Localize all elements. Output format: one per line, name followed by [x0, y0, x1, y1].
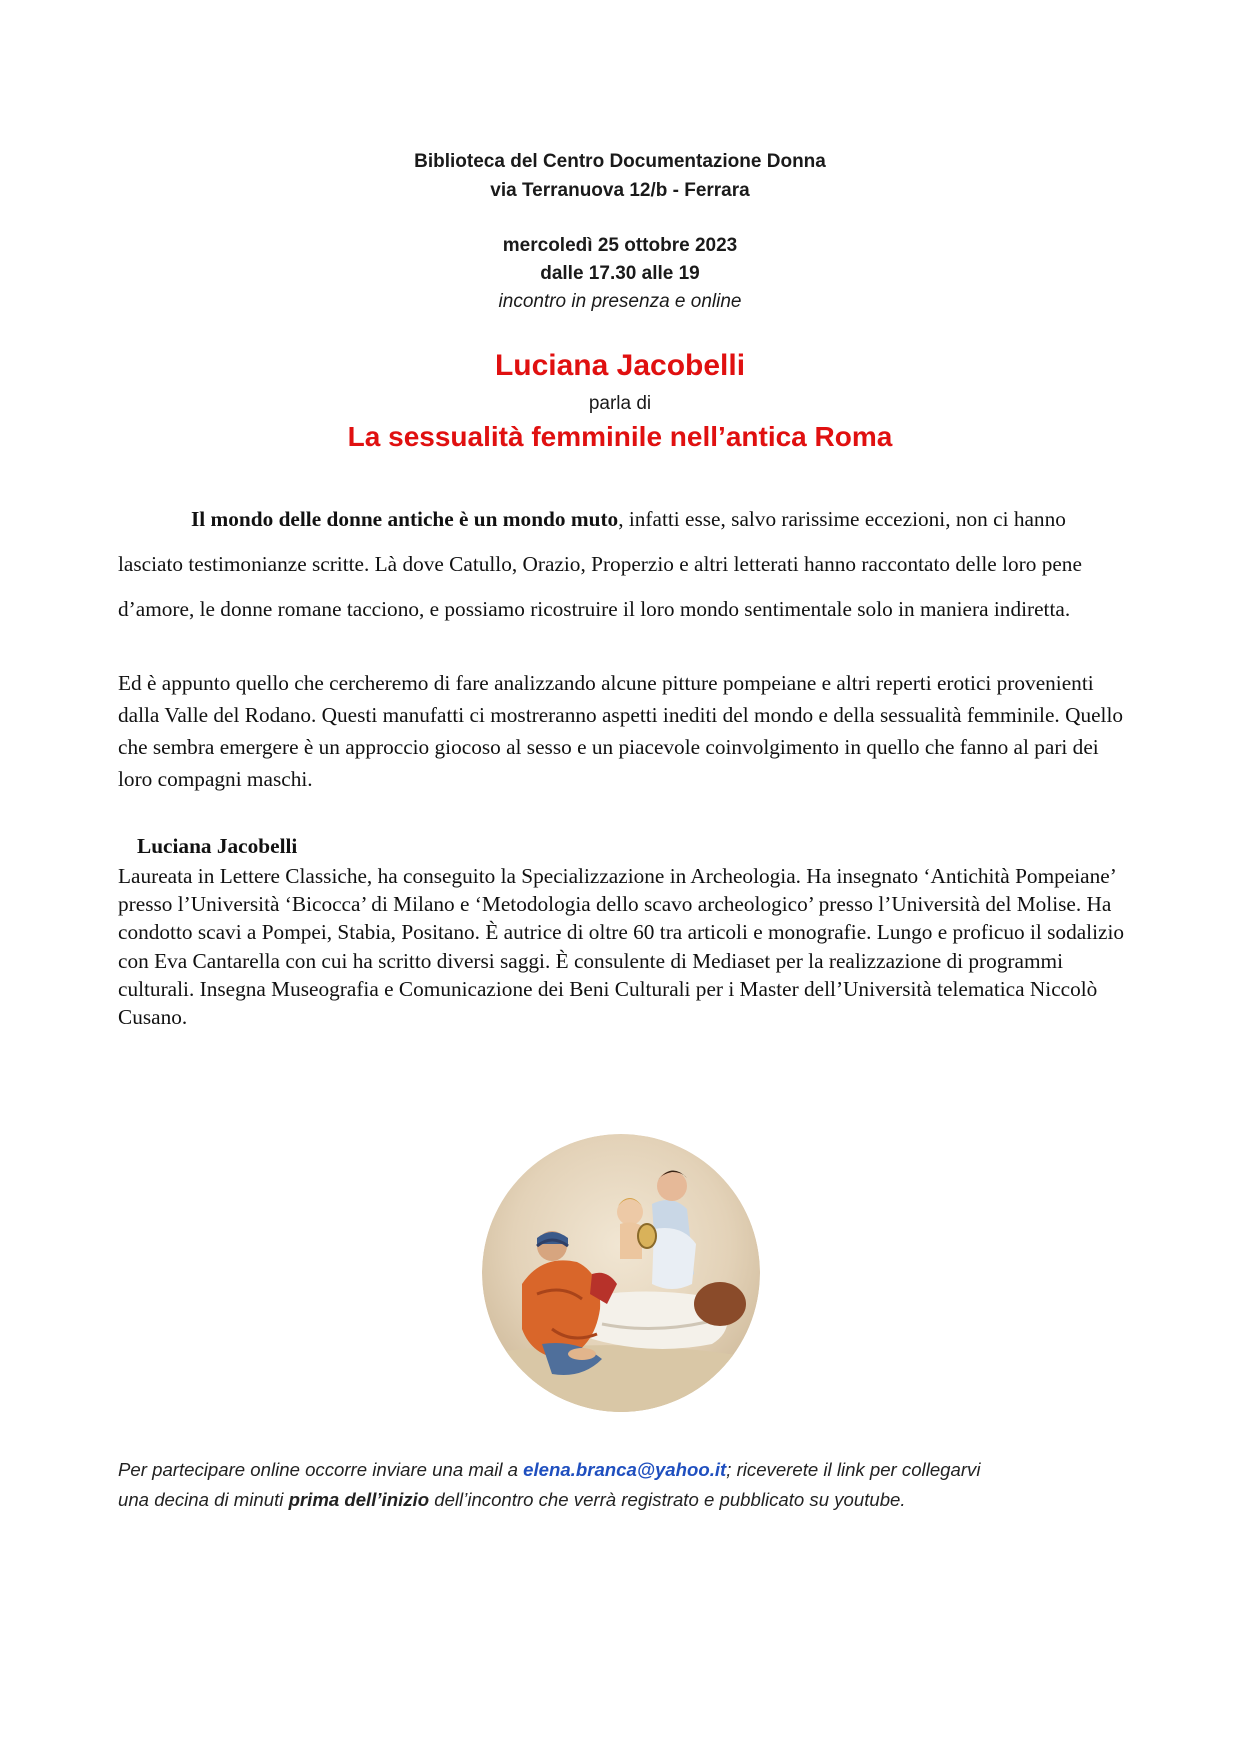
speaker-name: Luciana Jacobelli — [494, 349, 746, 382]
abstract-paragraph-1-text: , infatti esse, salvo rarissime eccezioni, non ci hanno lasciato testimonianze scritte. Là dove Catullo, Orazio, Properzio e altri letterati hanno raccontato delle loro pene d’amore, le donne romane tacciono, e possiamo ricostruire il loro mondo sentimentale solo in maniera indiretta. — [118, 507, 1082, 621]
fresco-illustration — [482, 1134, 760, 1412]
venue-name: Biblioteca del Centro Documentazione Donna — [414, 151, 826, 172]
participation-text: Per partecipare online occorre inviare una mail a — [118, 1459, 524, 1480]
participation-emphasis: prima dell’inizio — [288, 1489, 430, 1510]
fresco-medallion-image — [482, 1134, 760, 1412]
abstract-paragraph-2: Ed è appunto quello che cercheremo di fare analizzando alcune pitture pompeiane e altri reperti erotici provenienti dalla Valle del Rodano. Questi manufatti ci mostreranno aspetti inediti del mondo e della sessualità femminile. Quello che sembra emergere è un approccio giocoso al sesso e un piacevole coinvolgimento in quello che fanno al pari dei loro compagni maschi. — [118, 671, 1124, 791]
participation-line-1 — [118, 1455, 1138, 1485]
participation-text-2-suffix: dell’incontro che verrà registrato e pubblicato su youtube. — [429, 1489, 906, 1510]
venue-address: via Terranuova 12/b - Ferrara — [490, 180, 750, 201]
talk-title: La sessualità femminile nell’antica Roma — [347, 421, 893, 452]
participation-note — [118, 1455, 1138, 1515]
event-time: dalle 17.30 alle 19 — [540, 263, 700, 284]
contact-email-link[interactable]: elena.branca@yahoo.it — [523, 1459, 727, 1480]
speaker-connector: parla di — [588, 393, 652, 414]
event-date: mercoledì 25 ottobre 2023 — [502, 235, 738, 256]
abstract-lead: Il mondo delle donne antiche è un mondo muto — [191, 507, 619, 531]
participation-text-suffix: ; riceverete il link per collegarvi — [726, 1459, 981, 1480]
participation-line-2 — [118, 1485, 1138, 1515]
bio-heading: Luciana Jacobelli — [137, 834, 298, 858]
event-mode: incontro in presenza e online — [498, 291, 742, 312]
abstract-paragraph-1 — [118, 497, 1128, 632]
participation-text-2: una decina di minuti — [118, 1489, 289, 1510]
bio-text: Laureata in Lettere Classiche, ha conseguito la Specializzazione in Archeologia. Ha insegnato ‘Antichità Pompeiane’ presso l’Università ‘Bicocca’ di Milano e ‘Metodologia dello scavo archeologico’ presso l’Università del Molise. Ha condotto scavi a Pompei, Stabia, Positano. È autrice di oltre 60 tra articoli e monografie. Lungo e proficuo il sodalizio con Eva Cantarella con cui ha scritto diversi saggi. È consulente di Mediaset per la realizzazione di programmi culturali. Insegna Museografia e Comunicazione dei Beni Culturali per i Master dell’Università telematica Niccolò Cusano. — [118, 864, 1125, 1030]
